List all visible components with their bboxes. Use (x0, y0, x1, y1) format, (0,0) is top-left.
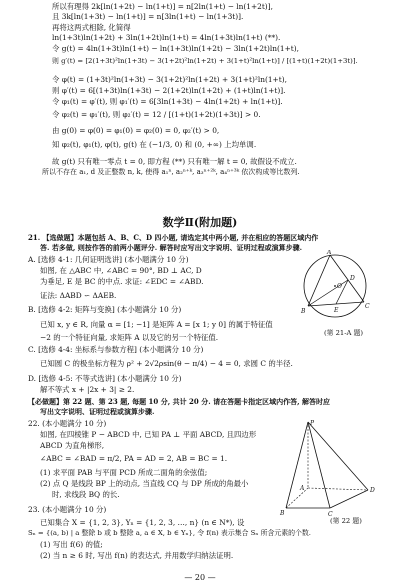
figure-21a-caption: (第 21-A 题) (324, 329, 364, 337)
figure-21a (290, 250, 380, 330)
q21-intro-line: 答. 若多做, 则按作答的前两小题评分. 解答时应写出文字说明、证明过程或演算步骤. (40, 243, 303, 252)
section-heading: 数学Ⅱ(附加题) (162, 216, 238, 229)
text-line: 所以不存在 a₁, d 及正整数 n, k, 使得 a₁ⁿ, a₂ⁿ⁺ᵏ, a₃ⁿ⁺²ᵏ, a₄ⁿ⁺³ᵏ 依次构成等比数列. (42, 168, 300, 176)
q21-a-text: 为垂足, E 是 BC 的中点. 求证: ∠EDC = ∠ABD. (40, 277, 204, 286)
figure-22-caption: (第 22 题) (330, 517, 362, 525)
q21-a-text: 证法: ΔABD ∽ ΔAEB. (40, 291, 117, 300)
q21-c-title: C. [选修 4-4: 坐标系与参数方程] (本小题满分 10 分) (28, 345, 204, 354)
text-line: ln(1+3t)ln(1+2t) + 3ln(1+2t)ln(1+t) = 4ln(1+3t)ln(1+t) (**). (52, 33, 281, 42)
label-a: A (300, 485, 305, 492)
text-line: 令 φ(t) = (1+3t)²ln(1+3t) − 3(1+2t)²ln(1+2t) + 3(1+t)²ln(1+t), (52, 75, 287, 84)
text-line: 由 g(0) = φ(0) = φ₁(0) = φ₂(0) = 0, φ₂′(t) > 0, (52, 126, 220, 135)
label-e: E (334, 307, 339, 314)
label-o: O (337, 283, 342, 290)
text-line: 令 g(t) = 4ln(1+3t)ln(1+t) − ln(1+3t)ln(1+2t) − 3ln(1+2t)ln(1+t), (52, 44, 299, 53)
label-b: B (280, 510, 285, 517)
q21-intro-line: 21. 【选做题】本题包括 A、B、C、D 四小题, 请选定其中两小题, 并在相应的答题区域内作 (28, 233, 319, 242)
text-line: 令 φ₁(t) = φ′(t), 则 φ₁′(t) = 6[3ln(1+3t) − 4ln(1+2t) + ln(1+t)]. (52, 97, 283, 106)
text-line: 知 φ₂(t), φ₁(t), φ(t), g(t) 在 (−1/3, 0) 和 (0, +∞) 上均单调. (52, 140, 257, 149)
text-line: 再将这两式相除, 化简得 (52, 23, 131, 32)
q22-text: 时, 求线段 BQ 的长. (52, 490, 120, 499)
q23-text: (1) 写出 f(6) 的值; (40, 540, 103, 549)
label-d: D (370, 487, 375, 494)
q21-b-text: 已知 x, y ∈ R, 向量 α = [1; −1] 是矩阵 A = [x 1; y 0] 的属于特征值 (40, 320, 273, 329)
text-line: 所以有理得 2k[ln(1+2t) − ln(1+t)] = n[2ln(1+t) − ln(1+2t)], (52, 2, 273, 11)
required-intro-line: 【必做题】第 22 题、第 23 题, 每题 10 分, 共计 20 分. 请在答题卡指定区域内作答, 解答时应 (28, 397, 330, 406)
q21-d-title: D. [选修 4-5: 不等式选讲] (本小题满分 10 分) (28, 374, 182, 383)
q23-text: (2) 当 n ≥ 6 时, 写出 f(n) 的表达式, 并用数学归纳法证明. (40, 551, 234, 560)
q22-text: (1) 求平面 PAB 与平面 PCD 所成二面角的余弦值; (40, 468, 208, 477)
q22-text: ∠ABC = ∠BAD = π/2, PA = AD = 2, AB = BC = 1. (40, 454, 228, 463)
text-line: 且 3k[ln(1+3t) − ln(1+t)] = n[3ln(1+t) − ln(1+3t)]. (52, 12, 244, 21)
q21-d-text: 解不等式 x + |2x + 3| ≥ 2. (40, 385, 135, 394)
q21-c-text: 已知圆 C 的极坐标方程为 ρ² + 2√2ρsin(θ − π/4) − 4 = 0, 求圆 C 的半径. (40, 359, 293, 368)
q22-title: 22. (本小题满分 10 分) (28, 419, 107, 428)
page-number: — 20 — (184, 573, 216, 582)
q21-b-title: B. [选修 4-2: 矩阵与变换] (本小题满分 10 分) (28, 305, 182, 314)
text-line: 令 φ₂(t) = φ₁′(t), 则 φ₂′(t) = 12 / [(1+t)(1+2t)(1+3t)] > 0. (52, 110, 261, 119)
q22-text: 如图, 在四棱锥 P − ABCD 中, 已知 PA ⊥ 平面 ABCD, 且四边形 (40, 430, 257, 439)
q23-title: 23. (本小题满分 10 分) (28, 505, 107, 514)
q23-text: 已知集合 X = {1, 2, 3}, Yₙ = {1, 2, 3, …, n} (n ∈ N*), 设 (40, 518, 245, 527)
q21-b-text: −2 的一个特征向量, 求矩阵 A 以及它的另一个特征值. (40, 333, 219, 342)
label-c: C (365, 303, 370, 310)
label-b: B (301, 308, 306, 315)
label-c: C (328, 511, 333, 518)
q22-text: ABCD 为直角梯形, (40, 441, 105, 450)
required-intro-line: 写出文字说明、证明过程或演算步骤. (40, 407, 155, 416)
text-line: 则 φ′(t) = 6[(1+3t)ln(1+3t) − 2(1+2t)ln(1+2t) + (1+t)ln(1+t)]. (52, 86, 286, 95)
q21-a-text: 如图, 在 △ABC 中, ∠ABC = 90°, BD ⊥ AC, D (40, 266, 202, 275)
label-a: A (327, 250, 332, 256)
label-d: D (350, 275, 355, 282)
text-line: 则 g′(t) = [2(1+3t)²ln(1+3t) − 3(1+2t)²ln(1+2t) + 3(1+t)²ln(1+t)] / [(1+t)(1+2t)(1+3t)]. (52, 57, 358, 65)
figure-22 (270, 418, 380, 518)
q21-a-title: A. [选修 4-1: 几何证明选讲] (本小题满分 10 分) (28, 255, 189, 264)
text-line: 故 g(t) 只有唯一零点 t = 0, 即方程 (**) 只有唯一解 t = 0, 故假设不成立. (52, 157, 297, 166)
q22-text: (2) 点 Q 是线段 BP 上的动点, 当直线 CQ 与 DP 所成的角最小 (40, 479, 249, 488)
label-p: P (310, 420, 315, 427)
q23-text: Sₙ = {(a, b) | a 整除 b 或 b 整除 a, a ∈ X, b ∈ Yₙ}, 令 f(n) 表示集合 Sₙ 所含元素的个数. (28, 529, 311, 537)
